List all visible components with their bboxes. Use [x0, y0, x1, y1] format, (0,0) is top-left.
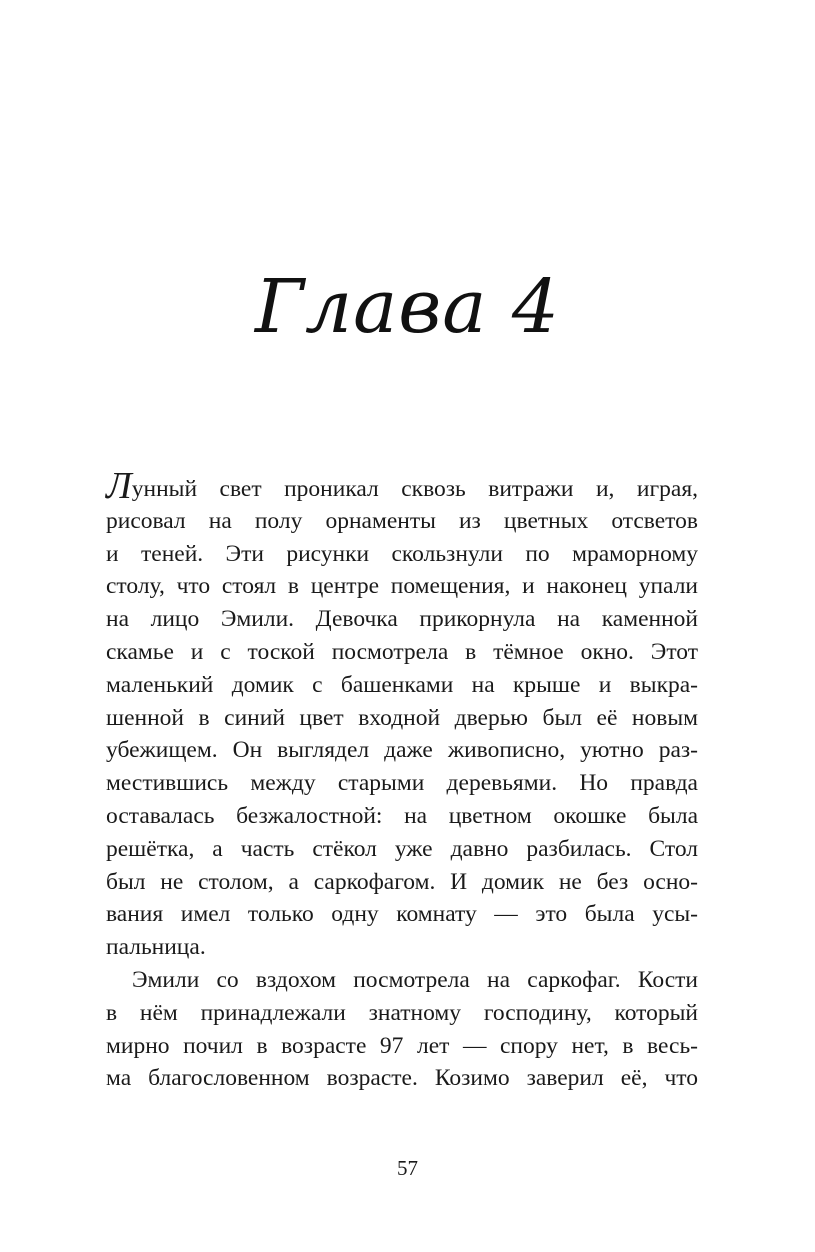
text-line: шенной в синий цвет входной дверью был её новым [106, 704, 698, 731]
text-line: на лицо Эмили. Девочка прикорнула на каменной [106, 606, 698, 633]
text-line: маленький домик с башенками на крыше и выкра- [106, 671, 698, 698]
text-line: убежищем. Он выглядел даже живописно, уютно раз- [106, 737, 698, 764]
text-line: ма благословенном возрасте. Козимо заверил её, что [106, 1065, 698, 1092]
text-line: и теней. Эти рисунки скользнули по мраморному [106, 540, 698, 567]
text-line: решётка, а часть стёкол уже давно разбилась. Стол [106, 835, 698, 862]
text-line: пальница. [106, 934, 206, 961]
body-text [106, 465, 698, 1095]
drop-cap: Л [106, 465, 132, 507]
chapter-title: Глава 4 [254, 264, 561, 350]
text-line: Эмили со вздохом посмотрела на саркофаг. Кости [132, 966, 698, 993]
text-line: был не столом, а саркофагом. И домик не без осно- [106, 868, 698, 895]
text-line-content: унный свет проникал сквозь витражи и, играя, [131, 476, 698, 502]
text-line: столу, что стоял в центре помещения, и наконец упали [106, 573, 698, 600]
text-line: мирно почил в возрасте 97 лет — спору нет, в весь- [106, 1032, 698, 1059]
text-line [106, 465, 698, 507]
text-line: оставалась безжалостной: на цветном окошке была [106, 802, 698, 829]
text-line: местившись между старыми деревьями. Но правда [106, 770, 698, 797]
text-line: в нём принадлежали знатному господину, который [106, 999, 698, 1026]
page-number: 57 [397, 1156, 418, 1180]
text-line: рисовал на полу орнаменты из цветных отсветов [106, 507, 698, 534]
text-line: скамье и с тоской посмотрела в тёмное окно. Этот [106, 638, 698, 665]
text-line: вания имел только одну комнату — это была усы- [106, 901, 698, 928]
